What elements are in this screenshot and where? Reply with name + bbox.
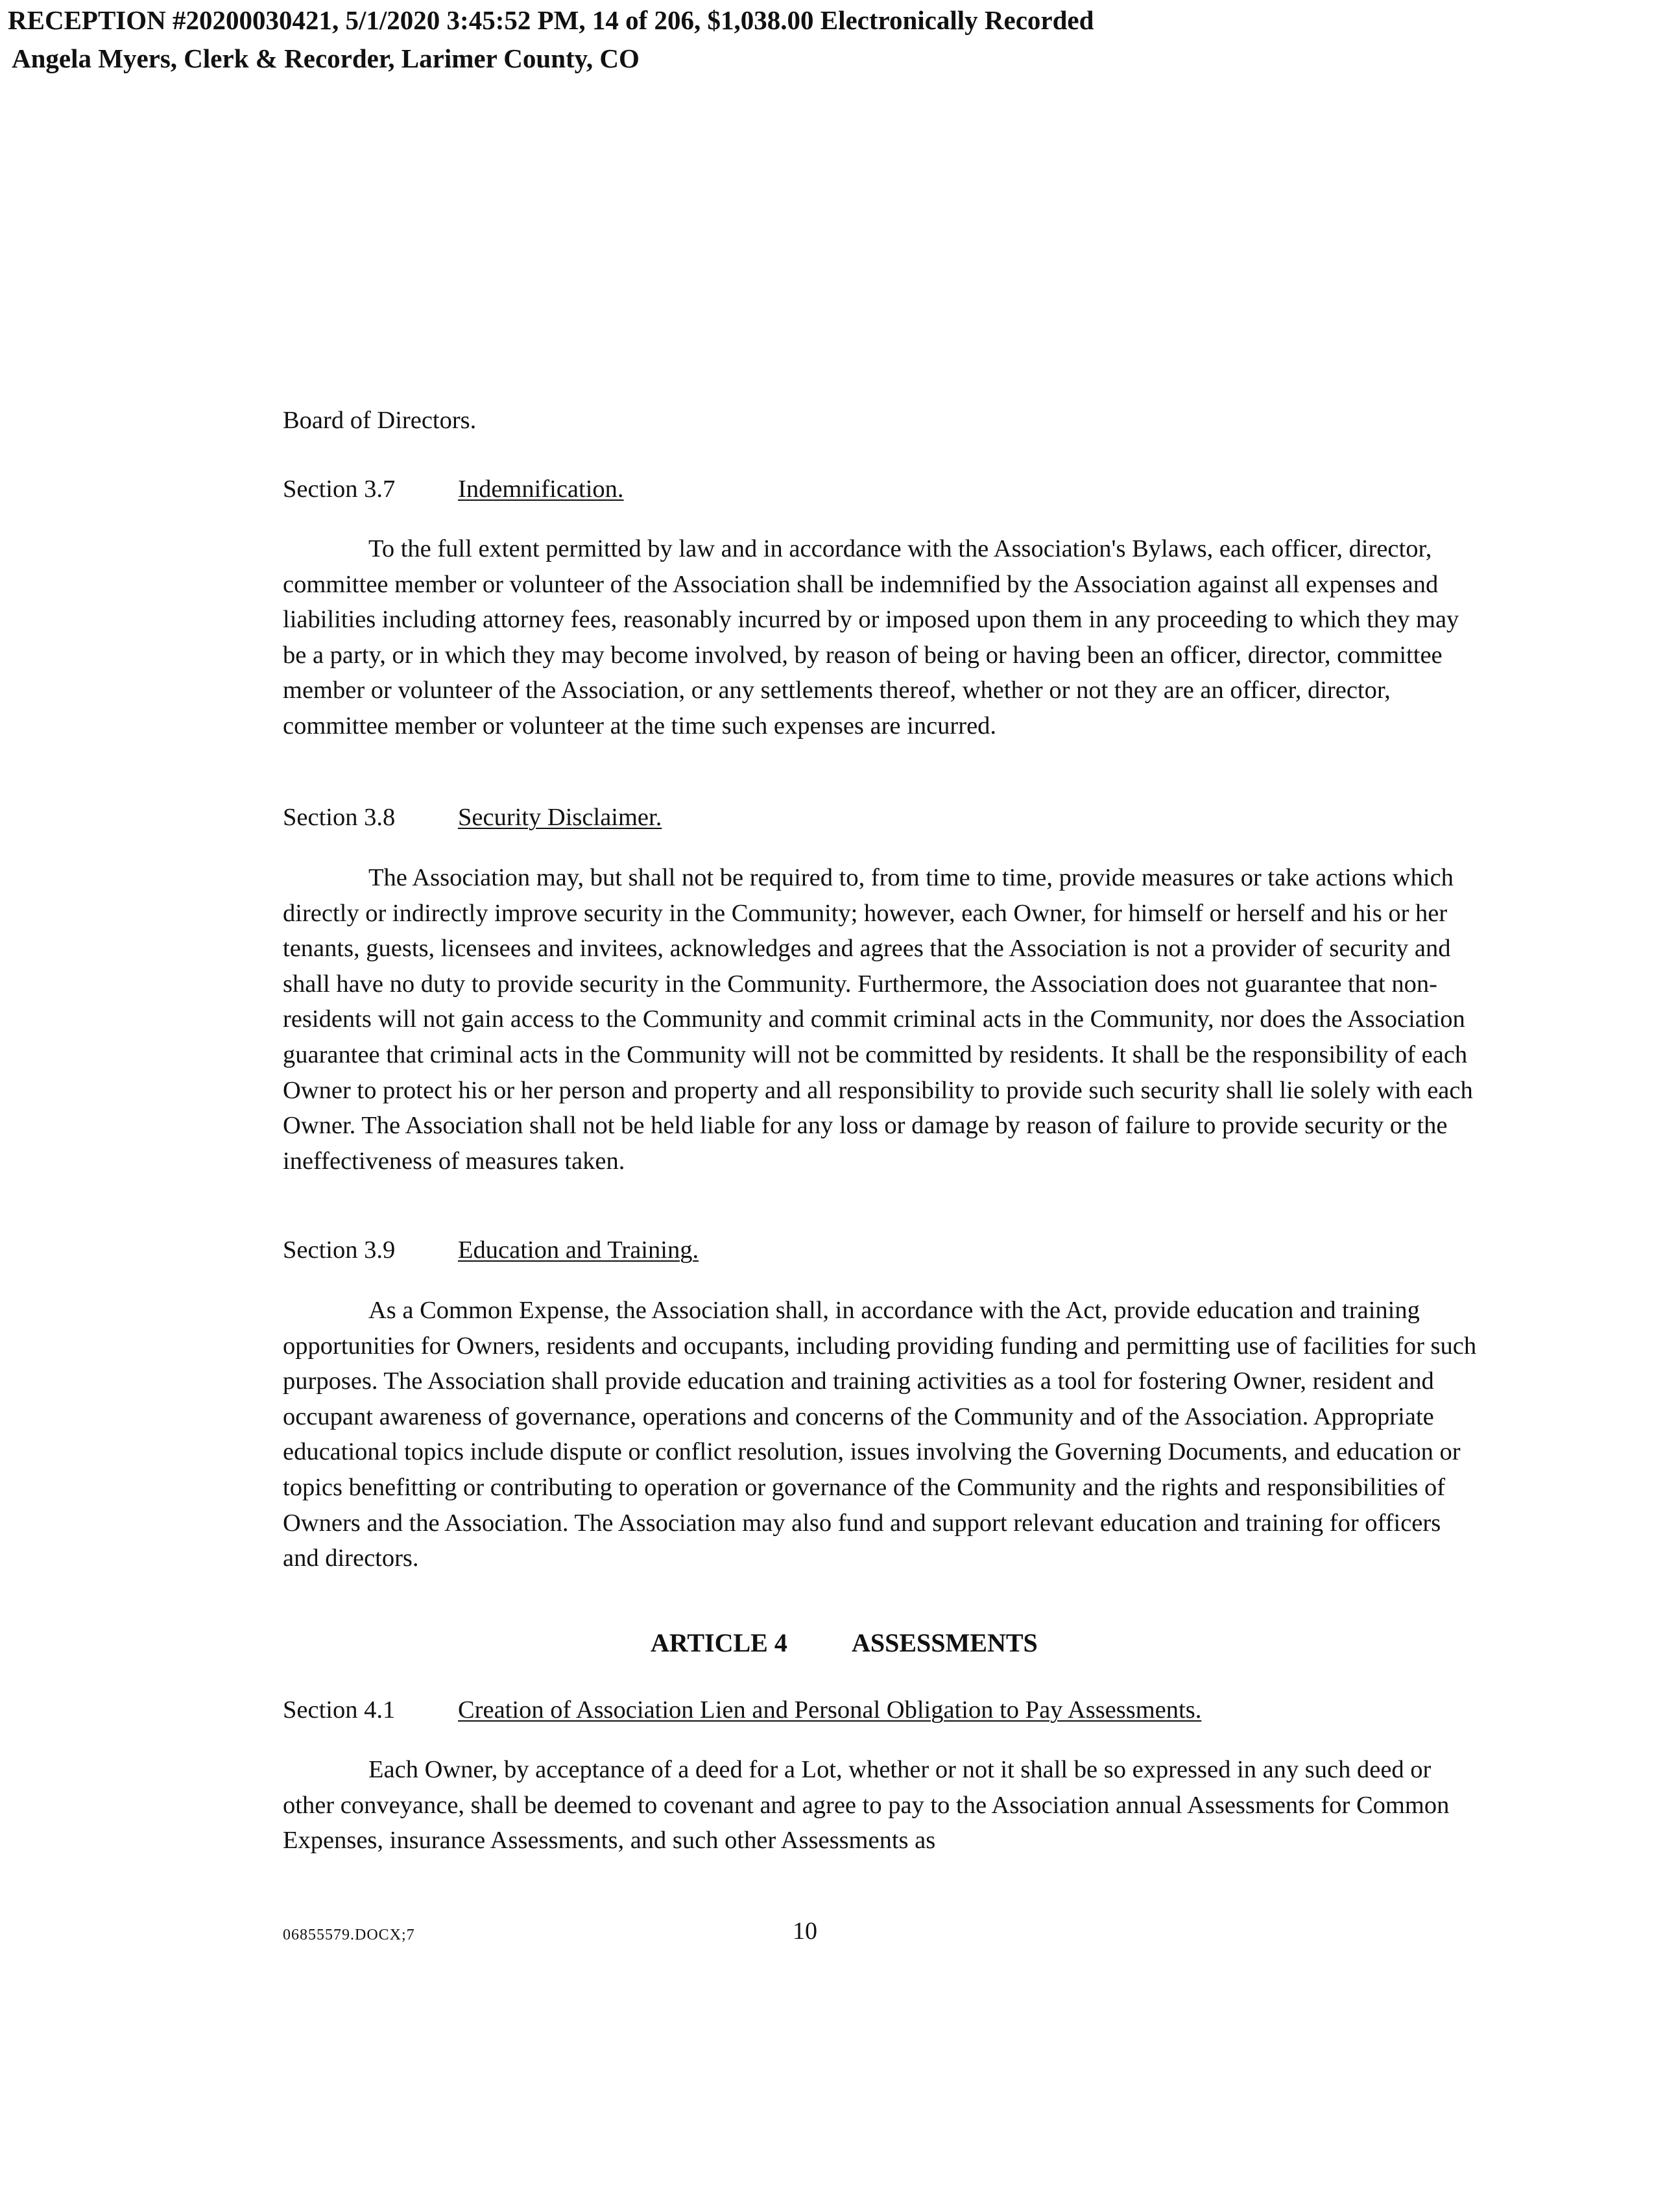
section-number: Section 3.8 — [283, 804, 396, 831]
section-4-1-heading — [283, 1692, 1480, 1728]
section-title: Indemnification. — [458, 475, 624, 503]
section-number: Section 4.1 — [283, 1696, 396, 1724]
document-code: 06855579.DOCX;7 — [283, 1927, 415, 1943]
recording-stamp — [8, 1, 1094, 78]
article-number: ARTICLE 4 — [651, 1628, 787, 1657]
section-title: Security Disclaimer. — [458, 804, 662, 831]
section-3-9-heading — [283, 1232, 1480, 1268]
section-3-7-heading — [283, 472, 1480, 507]
section-number: Section 3.9 — [283, 1236, 396, 1264]
section-3-8-heading — [283, 800, 1480, 836]
section-3-7-paragraph: To the full extent permitted by law and in accordance with the Association's Bylaws, each officer, director, committee member or volunteer of the Association shall be indemnified by the Association against all expenses and liabilities including attorney fees, reasonably incurred by or imposed upon them in any proceeding to which they may be a party, or in which they may become involved, by reason of being or having been an officer, director, committee member or volunteer of the Association, or any settlements thereof, whether or not they are an officer, director, committee member or volunteer at the time such expenses are incurred. — [283, 535, 1459, 739]
article-title: ASSESSMENTS — [852, 1628, 1038, 1657]
section-4-1-paragraph: Each Owner, by acceptance of a deed for a Lot, whether or not it shall be so expressed in any such deed or other conveyance, shall be deemed to covenant and agree to pay to the Association annual Assessments for Common Expenses, insurance Assessments, and such other Assessments as — [283, 1756, 1450, 1855]
page-number: 10 — [793, 1917, 817, 1945]
section-3-9-paragraph: As a Common Expense, the Association shall, in accordance with the Act, provide education and training opportunities for Owners, residents and occupants, including providing funding and permitting use of facilities for such purposes. The Association shall provide education and training activities as a tool for fostering Owner, resident and occupant awareness of governance, operations and concerns of the Community and of the Association. Appropriate educational topics include dispute or conflict resolution, issues involving the Governing Documents, and education or topics benefitting or contributing to operation or governance of the Community and the rights and responsibilities of Owners and the Association. The Association may also fund and support relevant education and training for officers and directors. — [283, 1297, 1477, 1572]
section-title: Creation of Association Lien and Personal Obligation to Pay Assessments. — [458, 1696, 1202, 1724]
recording-stamp-line-2: Angela Myers, Clerk & Recorder, Larimer County, CO — [12, 43, 640, 73]
article-heading — [651, 1628, 1038, 1658]
section-3-8-paragraph: The Association may, but shall not be required to, from time to time, provide measures or take actions which directly or indirectly improve security in the Community; however, each Owner, for himself or herself and his or her tenants, guests, licensees and invitees, acknowledges and agrees that the Association is not a provider of security and shall have no duty to provide security in the Community. Furthermore, the Association does not guarantee that non-residents will not gain access to the Community and commit criminal acts in the Community, nor does the Association guarantee that criminal acts in the Community will not be committed by residents. It shall be the responsibility of each Owner to protect his or her person and property and all responsibility to provide such security shall lie solely with each Owner. The Association shall not be held liable for any loss or damage by reason of failure to provide security or the ineffectiveness of measures taken. — [283, 864, 1473, 1175]
section-number: Section 3.7 — [283, 475, 396, 503]
continuation-text: Board of Directors. — [283, 407, 477, 434]
recording-stamp-line-1: RECEPTION #20200030421, 5/1/2020 3:45:52 PM, 14 of 206, $1,038.00 Electronically Recorded — [8, 5, 1094, 35]
section-title: Education and Training. — [458, 1236, 699, 1264]
